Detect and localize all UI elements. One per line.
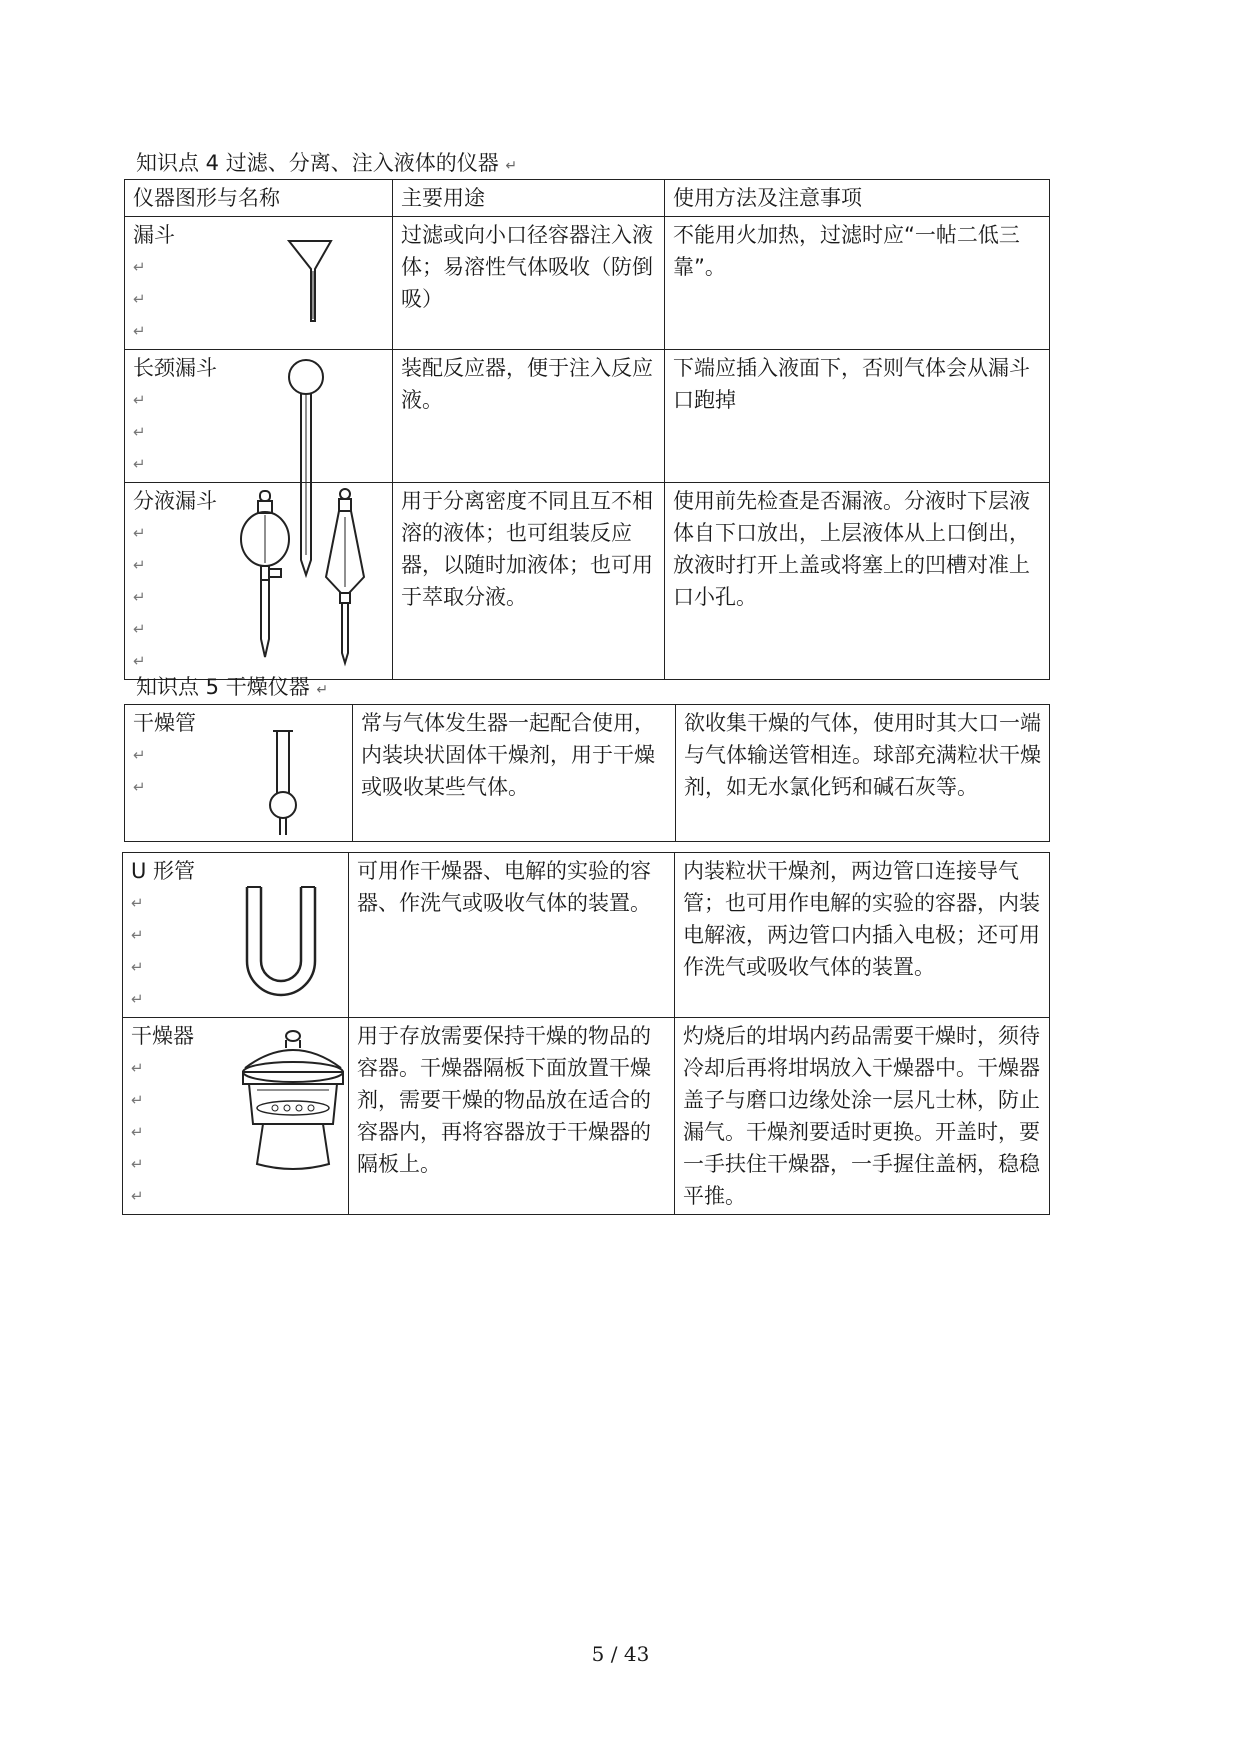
- instrument-cell: 干燥器 ↵ ↵ ↵ ↵ ↵: [123, 1018, 349, 1215]
- instrument-cell: 漏斗 ↵ ↵ ↵: [125, 217, 393, 350]
- note-cell: 使用前先检查是否漏液。分液时下层液体自下口放出，上层液体从上口倒出，放液时打开上盖或将塞上的凹槽对准上口小孔。: [665, 483, 1050, 680]
- pear-separatory-funnel-illustration: [323, 487, 367, 667]
- paragraph-mark: ↵: [505, 158, 518, 174]
- long-neck-funnel-illustration: [286, 355, 326, 580]
- use-cell: 用于存放需要保持干燥的物品的容器。干燥器隔板下面放置干燥剂，需要干燥的物品放在适合的容器内，再将容器放于干燥器的隔板上。: [349, 1018, 675, 1215]
- section-4-title: [136, 150, 517, 179]
- section-5-title: [136, 674, 328, 703]
- page-number: 5 / 43: [591, 1642, 650, 1666]
- use-cell: 装配反应器，便于注入反应液。: [393, 350, 665, 483]
- table-row-separatory-funnel: [125, 483, 1050, 680]
- header-cell-notes: 使用方法及注意事项: [665, 180, 1050, 217]
- section-5-title-text: 知识点 5 干燥仪器: [136, 675, 310, 699]
- drying-instruments-table-part-2: [122, 852, 1050, 1215]
- drying-instruments-table-part-1: [124, 704, 1050, 842]
- u-tube-illustration: [243, 883, 319, 1001]
- table-row-long-neck-funnel: [125, 350, 1050, 483]
- instrument-cell: 干燥管 ↵ ↵: [125, 705, 353, 842]
- header-cell-use: 主要用途: [393, 180, 665, 217]
- instrument-name: 分液漏斗: [133, 489, 217, 513]
- instrument-name: 干燥器: [131, 1024, 194, 1048]
- use-cell: 常与气体发生器一起配合使用，内装块状固体干燥剂，用于干燥或吸收某些气体。: [353, 705, 676, 842]
- note-cell: 下端应插入液面下，否则气体会从漏斗口跑掉: [665, 350, 1050, 483]
- use-cell: 用于分离密度不同且互不相溶的液体；也可组装反应器，以随时加液体；也可用于萃取分液。: [393, 483, 665, 680]
- funnel-illustration: [285, 235, 335, 325]
- instrument-cell: 长颈漏斗 ↵ ↵ ↵: [125, 350, 393, 483]
- note-cell: 内装粒状干燥剂，两边管口连接导气管；也可用作电解的实验的容器，内装电解液，两边管口内插入电极；还可用作洗气或吸收气体的装置。: [675, 853, 1050, 1018]
- table-header-row: [125, 180, 1050, 217]
- instrument-name: 干燥管: [133, 711, 196, 735]
- instrument-name: 长颈漏斗: [133, 356, 217, 380]
- table-row-drying-tube: [125, 705, 1050, 842]
- note-cell: 欲收集干燥的气体，使用时其大口一端与气体输送管相连。球部充满粒状干燥剂，如无水氯化钙和碱石灰等。: [676, 705, 1050, 842]
- table-row-desiccator: [123, 1018, 1050, 1215]
- table-row-u-tube: [123, 853, 1050, 1018]
- drying-tube-illustration: [263, 721, 303, 839]
- filtration-instruments-table: [124, 179, 1050, 680]
- header-cell-instrument: 仪器图形与名称: [125, 180, 393, 217]
- paragraph-mark: ↵: [316, 682, 329, 698]
- instrument-name: 漏斗: [133, 223, 175, 247]
- desiccator-illustration: [239, 1028, 347, 1178]
- note-cell: 不能用火加热，过滤时应“一帖二低三靠”。: [665, 217, 1050, 350]
- table-row-funnel: [125, 217, 1050, 350]
- use-cell: 过滤或向小口径容器注入液体；易溶性气体吸收（防倒吸）: [393, 217, 665, 350]
- instrument-cell: U 形管 ↵ ↵ ↵ ↵: [123, 853, 349, 1018]
- note-cell: 灼烧后的坩埚内药品需要干燥时，须待冷却后再将坩埚放入干燥器中。干燥器盖子与磨口边缘处涂一层凡士林，防止漏气。干燥剂要适时更换。开盖时，要一手扶住干燥器，一手握住盖柄，稳稳平推。: [675, 1018, 1050, 1215]
- use-cell: 可用作干燥器、电解的实验的容器、作洗气或吸收气体的装置。: [349, 853, 675, 1018]
- instrument-cell: 分液漏斗 ↵ ↵ ↵ ↵ ↵: [125, 483, 393, 680]
- instrument-name: U 形管: [131, 859, 196, 883]
- section-4-title-text: 知识点 4 过滤、分离、注入液体的仪器: [136, 151, 499, 175]
